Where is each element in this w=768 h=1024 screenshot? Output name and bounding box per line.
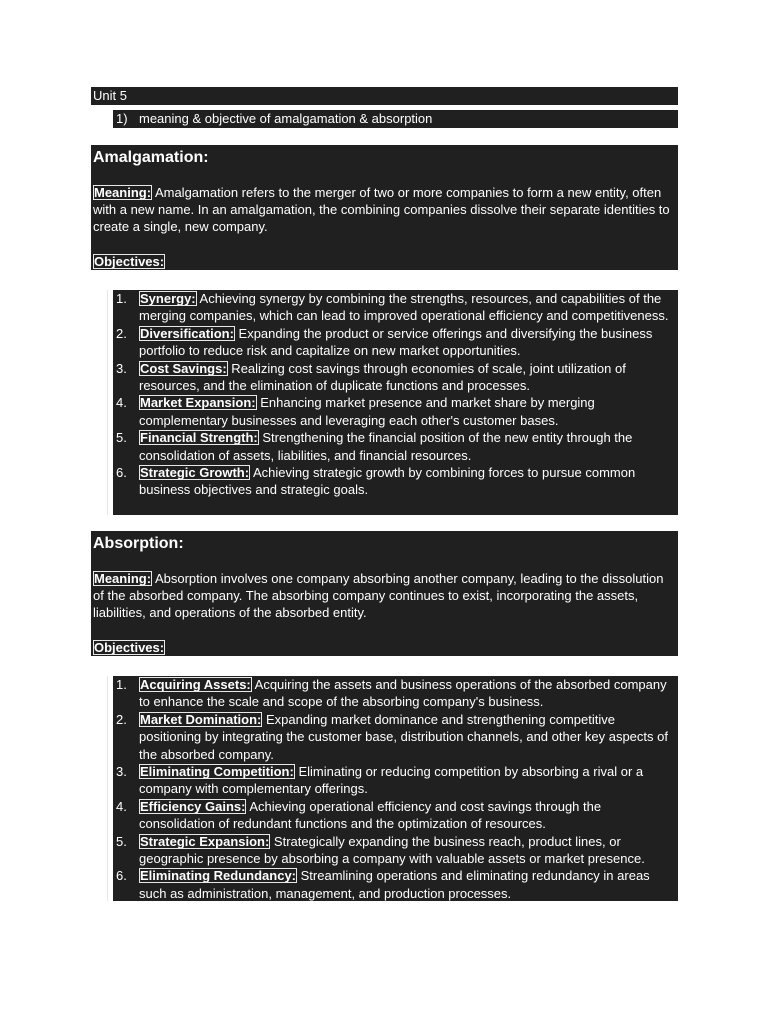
objective-label: Acquiring Assets: <box>140 677 251 692</box>
absorption-objectives-list <box>113 676 678 901</box>
absorption-objectives-heading <box>93 639 676 656</box>
objective-text: Strategically expanding the business reach, product lines, or geographic presence by absorbing a company with valuable assets or market presence. <box>139 833 645 867</box>
objective-text: Acquiring the assets and business operations of the absorbed company to enhance the scale and scope of the absorbing company's business. <box>139 677 667 710</box>
objective-item <box>113 464 678 499</box>
objective-number: 5. <box>116 430 127 446</box>
objectives-label: Objectives: <box>94 254 165 269</box>
meaning-text: Absorption involves one company absorbing another company, leading to the dissolution of the absorbed company. The absorbing company continues to exist, incorporating the assets, liabilities, and operations of the absorbed entity. <box>93 571 664 620</box>
objective-number: 6. <box>116 465 127 481</box>
objective-number: 2. <box>116 711 127 727</box>
topic-text: meaning & objective of amalgamation & absorption <box>139 111 433 126</box>
objective-label: Market Expansion: <box>140 395 256 411</box>
objectives-label: Objectives: <box>94 640 165 655</box>
objective-number: 6. <box>116 868 127 884</box>
meaning-label: Meaning: <box>94 185 152 200</box>
objective-text: Enhancing market presence and market share by merging complementary businesses and leveraging each other's customer bases. <box>139 395 595 428</box>
objective-number: 1. <box>116 677 127 692</box>
objective-label: Eliminating Redundancy: <box>140 868 297 884</box>
objective-item <box>113 394 678 429</box>
list-margin-line <box>107 676 108 901</box>
objective-item <box>113 763 678 798</box>
objective-number: 5. <box>116 833 127 849</box>
objective-number: 4. <box>116 798 127 814</box>
objective-label: Strategic Expansion: <box>140 833 270 849</box>
objective-text: Achieving synergy by combining the strengths, resources, and capabilities of the merging companies, which can lead to improved operational efficiency and competitiveness. <box>139 291 669 324</box>
objective-item <box>113 290 678 325</box>
unit-heading: Unit 5 <box>91 87 678 105</box>
amalgamation-objectives-heading <box>93 253 676 270</box>
absorption-meaning <box>93 570 676 621</box>
objective-text: Strengthening the financial position of the new entity through the consolidation of assets, liabilities, and financial resources. <box>139 430 633 463</box>
objective-text: Expanding the product or service offerings and diversifying the business portfolio to reduce risk and capitalize on new market opportunities. <box>139 325 653 359</box>
objective-item <box>113 360 678 395</box>
objective-number: 2. <box>116 325 127 341</box>
objective-label: Efficiency Gains: <box>140 798 246 814</box>
objective-item <box>113 676 678 711</box>
objective-number: 1. <box>116 291 127 306</box>
objective-item <box>113 833 678 868</box>
topic-list-item <box>113 110 678 128</box>
objective-label: Eliminating Competition: <box>140 764 294 780</box>
objective-item <box>113 429 678 464</box>
objective-text: Achieving operational efficiency and cost savings through the consolidation of redundant functions and the optimization of resources. <box>139 798 602 832</box>
objective-item <box>113 867 678 902</box>
objective-text: Realizing cost savings through economies of scale, joint utilization of resources, and the elimination of duplicate functions and processes. <box>139 360 626 394</box>
objective-label: Market Domination: <box>140 711 262 727</box>
amalgamation-meaning <box>93 184 676 235</box>
amalgamation-title: Amalgamation: <box>93 149 209 166</box>
objective-label: Strategic Growth: <box>140 465 250 481</box>
amalgamation-section <box>91 145 678 270</box>
list-margin-line <box>107 290 108 515</box>
objective-number: 4. <box>116 395 127 411</box>
objective-item <box>113 711 678 763</box>
objective-text: Eliminating or reducing competition by absorbing a rival or a company with complementary offerings. <box>139 764 644 797</box>
amalgamation-objectives-list <box>113 290 678 515</box>
objective-item <box>113 325 678 360</box>
objective-label: Financial Strength: <box>140 430 258 446</box>
objective-text: Achieving strategic growth by combining forces to pursue common business objectives and strategic goals. <box>139 465 636 498</box>
objective-label: Synergy: <box>140 291 196 306</box>
objective-item <box>113 798 678 833</box>
objective-text: Streamlining operations and eliminating redundancy in areas such as administration, management, and production processes. <box>139 868 650 901</box>
objective-label: Cost Savings: <box>140 360 227 376</box>
topic-number: 1) <box>116 111 128 126</box>
objective-number: 3. <box>116 360 127 376</box>
objective-label: Diversification: <box>140 325 234 341</box>
objective-number: 3. <box>116 764 127 780</box>
absorption-title: Absorption: <box>93 535 184 552</box>
absorption-section <box>91 531 678 656</box>
meaning-label: Meaning: <box>94 571 152 586</box>
meaning-text: Amalgamation refers to the merger of two or more companies to form a new entity, often with a new name. In an amalgamation, the combining companies dissolve their separate identities to create a single, new company. <box>93 185 670 234</box>
objective-text: Expanding market dominance and strengthening competitive positioning by integrating the customer base, distribution channels, and other key aspects of the absorbed company. <box>139 711 668 762</box>
